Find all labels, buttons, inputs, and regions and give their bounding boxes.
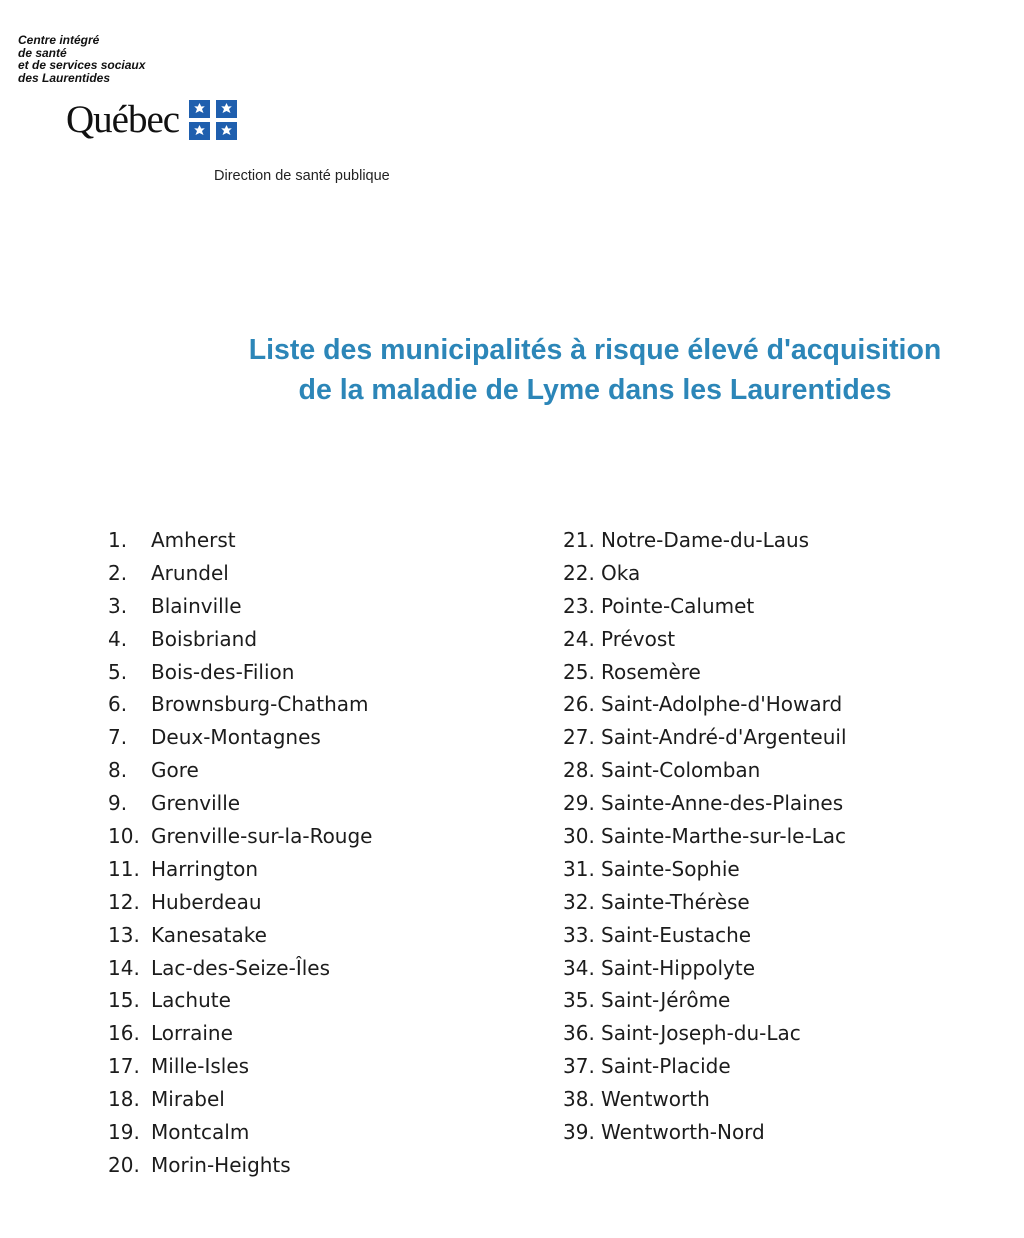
list-item [108, 1050, 372, 1083]
list-item [563, 623, 847, 656]
quebec-logo [66, 98, 239, 142]
municipality-name: Grenville-sur-la-Rouge [151, 824, 373, 849]
municipality-name: Montcalm [151, 1120, 250, 1145]
list-item-number: 37. [563, 1054, 595, 1079]
list-item [563, 787, 847, 820]
list-item-number: 3. [108, 593, 128, 618]
list-item-number: 17. [108, 1054, 140, 1079]
municipality-name: Wentworth [601, 1087, 710, 1112]
list-item [108, 1116, 372, 1149]
list-item [563, 919, 847, 952]
list-item-number: 21. [563, 528, 595, 552]
municipality-name: Rosemère [601, 659, 701, 684]
municipality-name: Saint-Jérôme [601, 988, 731, 1013]
municipality-name: Saint-Hippolyte [601, 955, 756, 980]
list-item-number: 25. [563, 659, 595, 684]
list-item-number: 33. [563, 922, 595, 947]
list-item-number: 24. [563, 626, 595, 651]
municipality-list-right [563, 524, 847, 1149]
municipality-name: Harrington [151, 856, 259, 881]
list-item-number: 12. [108, 889, 140, 914]
org-line: des Laurentides [18, 70, 111, 85]
municipality-name: Sainte-Anne-des-Plaines [601, 791, 844, 816]
list-item-number: 28. [563, 758, 595, 783]
list-item [108, 886, 372, 919]
municipality-name: Sainte-Sophie [601, 856, 740, 881]
list-item [108, 853, 372, 886]
municipality-name: Lac-des-Seize-Îles [151, 955, 331, 980]
list-item [563, 853, 847, 886]
list-item [563, 952, 847, 985]
list-item [563, 754, 847, 787]
list-item [563, 984, 847, 1017]
list-item [108, 656, 372, 689]
municipality-name: Sainte-Thérèse [601, 889, 750, 914]
list-item [108, 1149, 372, 1182]
list-item-number: 39. [563, 1120, 595, 1145]
municipality-name: Huberdeau [151, 889, 262, 914]
list-item-number: 38. [563, 1087, 595, 1112]
municipality-name: Prévost [601, 626, 676, 651]
fleurdelise-flag-icon [187, 98, 239, 142]
list-item-number: 2. [108, 560, 128, 585]
municipality-name: Kanesatake [151, 922, 267, 947]
list-item [563, 721, 847, 754]
list-item-number: 31. [563, 856, 595, 881]
municipality-name: Brownsburg-Chatham [151, 692, 369, 717]
list-item [563, 557, 847, 590]
org-line: et de services sociaux [18, 58, 146, 72]
list-item-number: 11. [108, 856, 140, 881]
list-item-number: 14. [108, 955, 140, 980]
list-item-number: 5. [108, 659, 128, 684]
list-item-number: 19. [108, 1120, 140, 1145]
municipality-name: Morin-Heights [151, 1152, 291, 1177]
list-item [108, 820, 372, 853]
department-name: Direction de santé publique [214, 168, 390, 184]
list-item [108, 623, 372, 656]
list-item [563, 590, 847, 623]
list-item-number: 30. [563, 824, 595, 849]
list-item-number: 10. [108, 824, 140, 849]
quebec-wordmark: Québec [66, 98, 180, 141]
list-item-number: 15. [108, 988, 140, 1013]
list-item-number: 22. [563, 560, 595, 585]
title-line-1: Liste des municipalités à risque élevé d'acquisition [248, 334, 942, 366]
list-item [108, 754, 372, 787]
municipality-name: Lachute [151, 988, 231, 1013]
list-item [108, 984, 372, 1017]
municipality-name: Boisbriand [151, 626, 258, 651]
list-item-number: 7. [108, 725, 128, 750]
list-item [108, 787, 372, 820]
municipality-name: Bois-des-Filion [151, 659, 295, 684]
list-item-number: 8. [108, 758, 128, 783]
municipality-name: Mirabel [151, 1087, 225, 1112]
list-item [108, 688, 372, 721]
list-item-number: 26. [563, 692, 595, 717]
municipality-name: Saint-Joseph-du-Lac [601, 1021, 801, 1046]
list-item [108, 721, 372, 754]
municipality-name: Wentworth-Nord [601, 1120, 765, 1145]
municipality-name: Saint-Adolphe-d'Howard [601, 692, 843, 717]
list-item-number: 13. [108, 922, 140, 947]
org-line: de santé [18, 45, 67, 60]
list-item-number: 6. [108, 692, 128, 717]
list-item-number: 29. [563, 791, 595, 816]
list-item [108, 1083, 372, 1116]
municipality-name: Notre-Dame-du-Laus [601, 528, 810, 552]
municipality-name: Deux-Montagnes [151, 725, 321, 750]
list-item-number: 4. [108, 626, 128, 651]
title-line-2: de la maladie de Lyme dans les Laurentides [298, 374, 892, 406]
municipality-list-left [108, 524, 372, 1182]
municipality-name: Mille-Isles [151, 1054, 250, 1079]
list-item-number: 1. [108, 528, 128, 552]
municipality-name: Pointe-Calumet [601, 593, 755, 618]
municipality-name: Saint-André-d'Argenteuil [601, 725, 847, 750]
organization-name [18, 34, 278, 84]
list-item [108, 590, 372, 623]
list-item-number: 32. [563, 889, 595, 914]
list-item-number: 27. [563, 725, 595, 750]
list-item [563, 886, 847, 919]
list-item [108, 919, 372, 952]
document-title [160, 330, 1024, 410]
municipality-name: Sainte-Marthe-sur-le-Lac [601, 824, 847, 849]
municipality-name: Arundel [151, 560, 229, 585]
municipality-name: Lorraine [151, 1021, 233, 1046]
list-item [563, 688, 847, 721]
list-item [563, 820, 847, 853]
org-line: Centre intégré [18, 33, 100, 47]
list-item [563, 524, 847, 557]
municipality-name: Gore [151, 758, 199, 783]
list-item [108, 557, 372, 590]
list-item-number: 36. [563, 1021, 595, 1046]
list-item [563, 1116, 847, 1149]
list-item [108, 1017, 372, 1050]
municipality-name: Blainville [151, 593, 242, 618]
list-item [108, 524, 372, 557]
municipality-name: Grenville [151, 791, 241, 816]
municipality-name: Saint-Eustache [601, 922, 752, 947]
municipality-name: Saint-Placide [601, 1054, 731, 1079]
list-item-number: 16. [108, 1021, 140, 1046]
list-item [563, 1050, 847, 1083]
municipality-name: Amherst [151, 528, 236, 552]
list-item-number: 23. [563, 593, 595, 618]
list-item [563, 656, 847, 689]
list-item-number: 18. [108, 1087, 140, 1112]
list-item [563, 1083, 847, 1116]
list-item-number: 34. [563, 955, 595, 980]
municipality-name: Oka [601, 560, 641, 585]
list-item [563, 1017, 847, 1050]
list-item-number: 35. [563, 988, 595, 1013]
municipality-name: Saint-Colomban [601, 758, 761, 783]
list-item-number: 20. [108, 1152, 140, 1177]
list-item [108, 952, 372, 985]
list-item-number: 9. [108, 791, 128, 816]
